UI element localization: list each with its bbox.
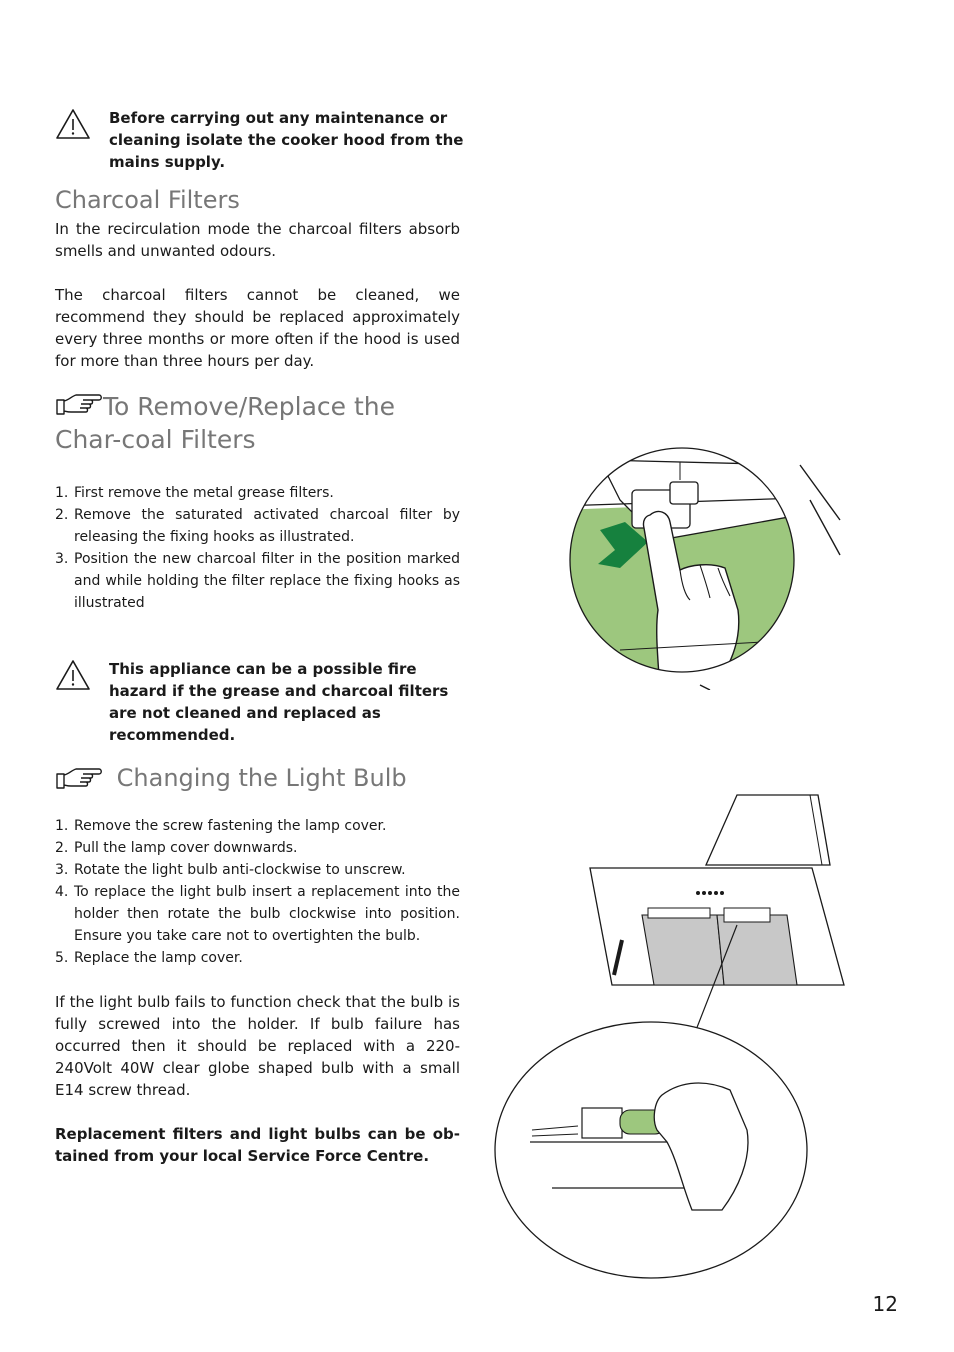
section-title: To Remove/Replace the Char-coal Filters bbox=[55, 392, 396, 454]
remove-steps bbox=[55, 482, 460, 614]
pointing-hand-icon bbox=[55, 392, 103, 418]
list-item: 4. To replace the light bulb insert a replacement into the holder then rotate the bulb clockwise into position. Ensure you take care not to overtighten the bulb. bbox=[55, 884, 460, 944]
list-item: 2. Pull the lamp cover downwards. bbox=[55, 840, 298, 856]
bulb-steps bbox=[55, 815, 460, 969]
charcoal-section bbox=[55, 186, 460, 372]
warning-text: This appliance can be a possible fire hazard if the grease and charcoal filters are not cleaned and replaced as recommended. bbox=[109, 660, 449, 744]
pointing-hand-icon bbox=[55, 766, 103, 792]
replacement-note: Replacement filters and light bulbs can be ob-tained from your local Service Force Centre. bbox=[55, 1125, 460, 1165]
paragraph: If the light bulb fails to function check that the bulb is fully screwed into the holder. If bulb failure has occurred then it should be replaced with a 220-240Volt 40W clear globe shaped bulb with a small E14 screw thread. bbox=[55, 993, 460, 1099]
remove-section bbox=[55, 390, 460, 614]
list-item: 1. First remove the metal grease filters. bbox=[55, 485, 334, 501]
list-item: 3. Position the new charcoal filter in the position marked and while holding the filter replace the fixing hooks as illustrated bbox=[55, 551, 460, 611]
warning-text: Before carrying out any maintenance or cleaning isolate the cooker hood from the mains supply. bbox=[109, 109, 464, 171]
list-item: 2. Remove the saturated activated charcoal filter by releasing the fixing hooks as illustrated. bbox=[55, 507, 460, 545]
page-number: 12 bbox=[872, 1292, 898, 1316]
warning-triangle-icon bbox=[55, 658, 91, 692]
list-item: 3. Rotate the light bulb anti-clockwise to unscrew. bbox=[55, 862, 406, 878]
light-bulb-illustration bbox=[492, 790, 852, 1282]
list-item: 5. Replace the lamp cover. bbox=[55, 950, 243, 966]
bulb-section bbox=[55, 764, 460, 1167]
charcoal-filter-illustration bbox=[560, 440, 850, 690]
paragraph: In the recirculation mode the charcoal filters absorb smells and unwanted odours. bbox=[55, 220, 460, 260]
paragraph: The charcoal filters cannot be cleaned, we recommend they should be replaced approximately every three months or more often if the hood is used for more than three hours per day. bbox=[55, 286, 460, 370]
warning-triangle-icon bbox=[55, 107, 91, 141]
section-title: Charcoal Filters bbox=[55, 186, 240, 214]
list-item: 1. Remove the screw fastening the lamp cover. bbox=[55, 818, 387, 834]
section-title: Changing the Light Bulb bbox=[55, 764, 460, 792]
